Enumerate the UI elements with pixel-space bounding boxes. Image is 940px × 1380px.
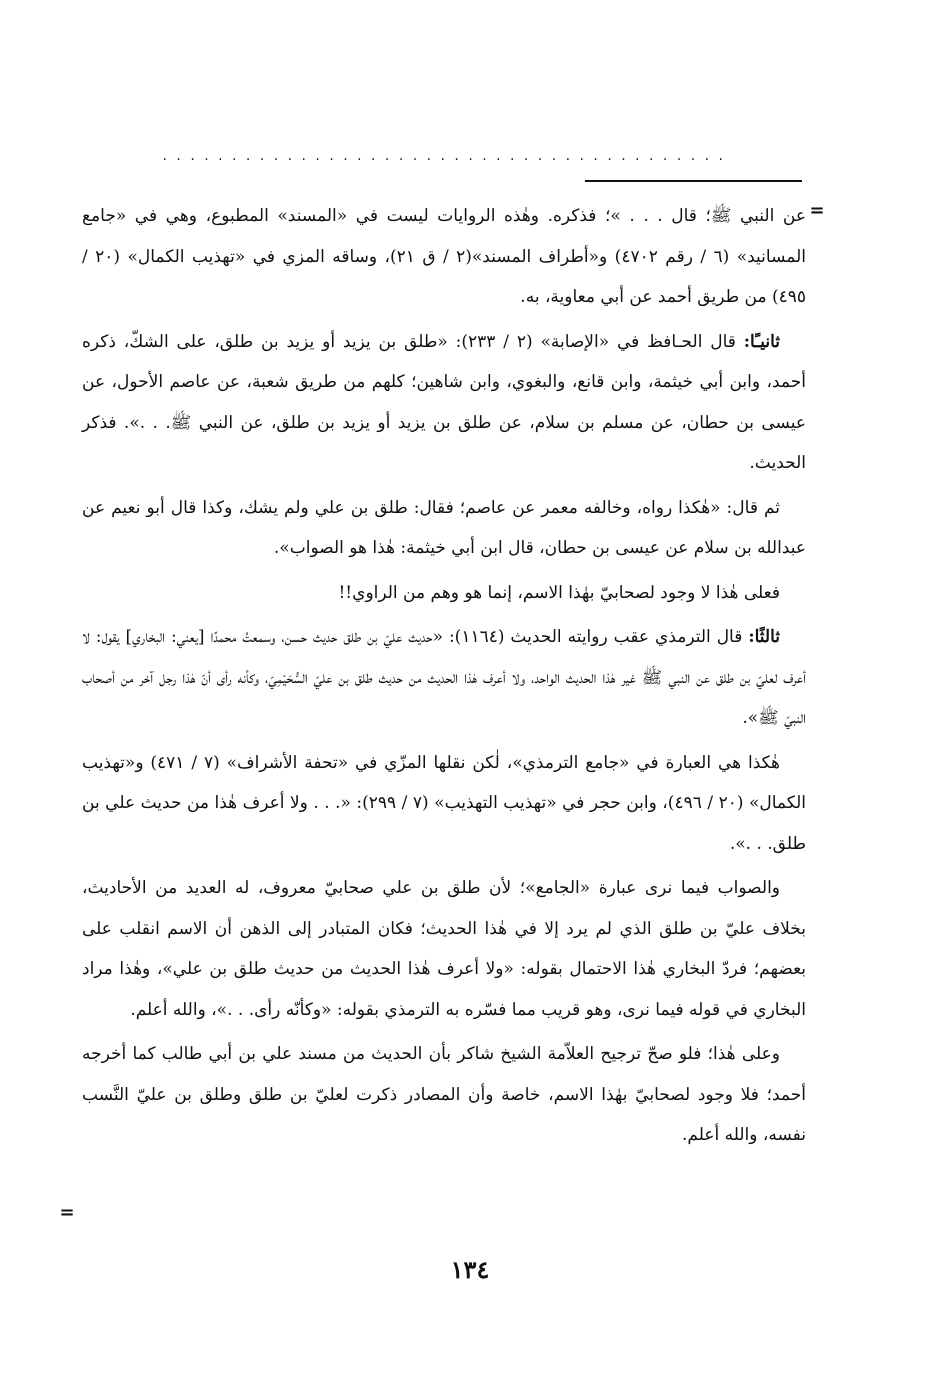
paragraph-text: هٰكذا هي العبارة في «جامع الترمذي»، لٰكن نقلها المزّي في «تحفة الأشراف» (٧ / ٤٧١) و«تهذيب الكمال» (٢٠ / ٤٩٦)، وابن حجر في «تهذيب التهذيب» (٧ / ٢٩٩): «. . . ولا أعرف هٰذا من حديث علي بن طلق. . .».: [82, 752, 807, 854]
paragraph-text: وعلى هٰذا؛ فلو صحّ ترجيح العلاّمة الشيخ شاكر بأن الحديث من مسند علي بن أبي طالب كما أخرجه أحمد؛ فلا وجود لصحابيّ بهٰذا الاسم، خاصة وأن المصادر ذكرت لعليّ بن طلق وطلق بن عليّ النَّسب نفسه، والله أعلم.: [82, 1044, 806, 1145]
paragraph-text: قال الحـافظ في «الإصابة» (٢ / ٢٣٣): «طلق بن يزيد أو يزيد بن طلق، على الشكّ، ذكره أحمد، وابن أبي خيثمة، وابن قانع، والبغوي، وابن شاهين؛ كلهم من طريق شعبة، عن عاصم الأحول، عن عيسى بن حطان، عن مسلم بن سلام، عن طلق بن يزيد أو يزيد بن طلق، عن النبي ﷺ. . .». فذكر الحديث.: [82, 331, 806, 473]
paragraph-5: [82, 617, 806, 739]
paragraph-4: [82, 573, 806, 614]
paragraph-label: ثانيـًا:: [743, 331, 780, 352]
header-dot-leader: . . . . . . . . . . . . . . . . . . . . . . . . . . . . . . . . . . . . . . . . .: [162, 148, 726, 164]
paragraph-text: والصواب فيما نرى عبارة «الجامع»؛ لأن طلق بن علي صحابيّ معروف، له العديد من الأحاديث، بخلاف عليّ بن طلق الذي لم يرد إلا في هٰذا الحديث؛ فكان المتبادر إلى الذهن أن الاسم انقلب على بعضهم؛ فردّ البخاري هٰذا الاحتمال بقوله: «ولا أعرف هٰذا الحديث من حديث طلق بن علي»، وهٰذا مراد البخاري في قوله فيما نرى، وهو قريب مما فسّره به الترمذي بقوله: «وكأنّه رأى. . .»، والله أعلم.: [82, 878, 806, 1020]
continuation-mark-top: =: [809, 200, 825, 221]
paragraph-2: [82, 322, 806, 484]
footnote-body: [82, 196, 806, 1160]
paragraph-7: [82, 868, 806, 1030]
paragraph-3: [82, 488, 806, 569]
page-number: ١٣٤: [450, 1255, 490, 1284]
paragraph-text: عن النبي ﷺ؛ قال . . . »؛ فذكره. وهٰذه الروايات ليست في «المسند» المطبوع، وهي في «جامع المسانيد» (٦ / رقم ٤٧٠٢) و«أطراف المسند»(٢ / ق ٢١)، وساقه المزي في «تهذيب الكمال» (٢٠ / ٤٩٥) من طريق أحمد عن أبي معاوية، به.: [82, 206, 806, 307]
paragraph-label: ثالثًا:: [748, 627, 780, 647]
paragraph-1: [82, 196, 806, 318]
footnote-separator-rule: [585, 180, 802, 182]
paragraph-text: فعلى هٰذا لا وجود لصحابيّ بهٰذا الاسم، إنما هو وهم من الراوي!!: [338, 582, 780, 603]
paragraph-text: ثم قال: «هٰكذا رواه، وخالفه معمر عن عاصم؛ فقال: طلق بن علي ولم يشك، وكذا قال أبو نعيم عن عبدالله بن سلام عن عيسى بن حطان، قال ابن أبي خيثمة: هٰذا هو الصواب».: [82, 497, 806, 558]
paragraph-text: قال الترمذي عقب روايته الحديث (١١٦٤): «حديث عليّ بن طلق حديث حسن، وسمعتُ محمدًا [يعني: البخاري] يقول: لا أعرف لعليّ بن طلق عن النبي ﷺ غير هٰذا الحديث الواحد، ولا أعرف هٰذا الحديث من حديث طلق بن عليّ السُّحَيْمِيّ، وكأنه رأى أنّ هٰذا رجل آخر من أصحاب النبيّ ﷺ».: [82, 627, 806, 728]
paragraph-6: [82, 743, 806, 865]
continuation-mark-bottom: =: [59, 1202, 75, 1223]
paragraph-8: [82, 1034, 806, 1156]
